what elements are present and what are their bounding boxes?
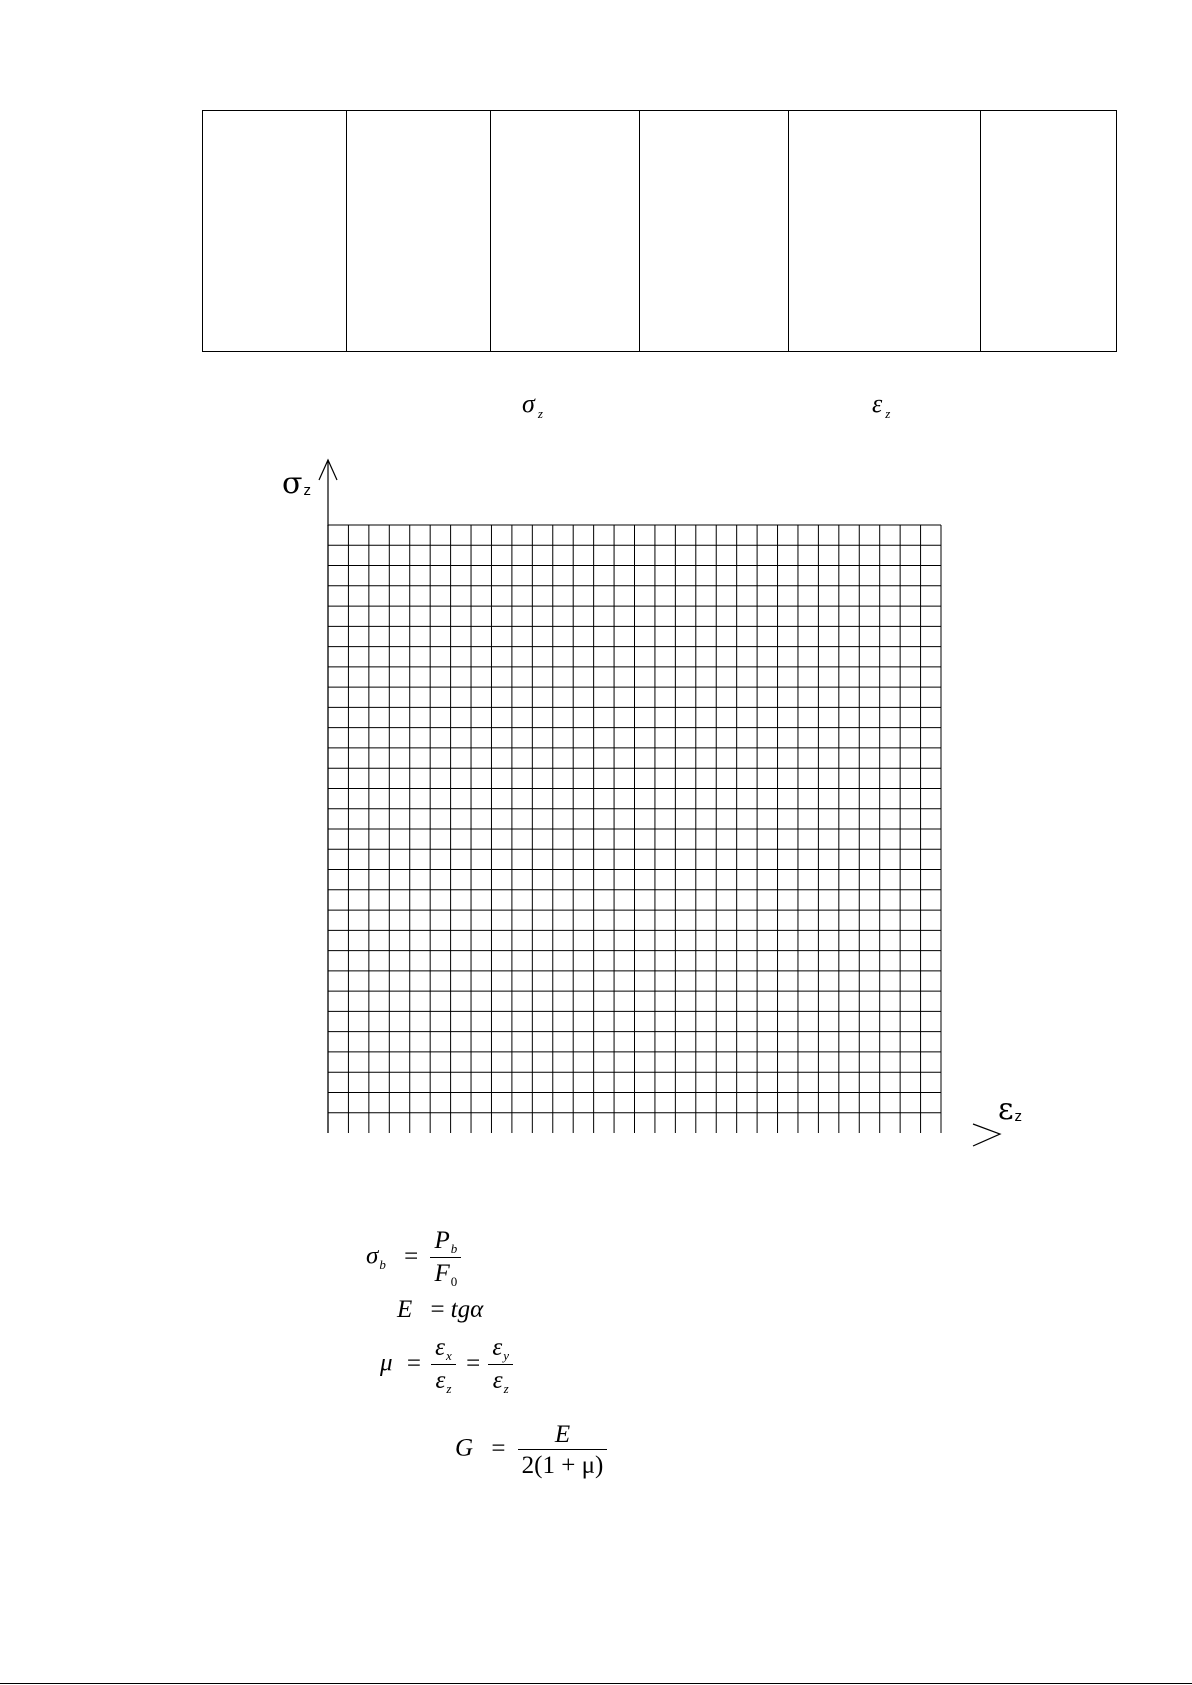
equals-sign: = (404, 1242, 419, 1270)
fraction-numerator (430, 1228, 461, 1258)
fraction-denominator (430, 1258, 461, 1288)
equals-sign: = (430, 1296, 445, 1323)
x-axis-label-base: ε (998, 1092, 1014, 1127)
y-axis-label (282, 466, 311, 501)
y-axis (319, 460, 337, 526)
denominator-sub: 0 (450, 1274, 458, 1289)
fraction-numerator (488, 1335, 513, 1365)
fraction-denominator (518, 1450, 608, 1478)
x-axis (973, 1124, 1000, 1146)
denominator-symbol: ε (492, 1367, 503, 1394)
page-bottom-rule (0, 1683, 1192, 1684)
denominator-expression: 2(1 + μ) (521, 1452, 604, 1479)
formula-lhs-sub: b (379, 1256, 386, 1272)
formula-lhs: G (455, 1434, 474, 1462)
x-axis-arrowhead-icon (973, 1124, 1000, 1146)
fraction-numerator (431, 1335, 456, 1365)
formula-youngs-modulus (397, 1297, 483, 1322)
formula-rhs: tgα (450, 1296, 484, 1323)
equals-sign: = (491, 1434, 506, 1462)
y-axis-label-sub: z (303, 482, 311, 499)
numerator-sub: x (446, 1348, 452, 1363)
strain-symbol-sub: z (885, 406, 891, 421)
formula-lhs: μ (380, 1349, 393, 1377)
strain-symbol-base: ε (872, 389, 883, 418)
y-axis-label-base: σ (282, 466, 303, 501)
fraction-denominator (488, 1365, 513, 1395)
chart-grid (328, 525, 941, 1133)
formula-fraction (488, 1335, 513, 1395)
fraction-numerator (518, 1422, 608, 1450)
stress-symbol-base: σ (522, 389, 535, 418)
denominator-sub: z (446, 1381, 452, 1396)
equals-sign: = (406, 1349, 421, 1377)
formula-shear-modulus (455, 1422, 607, 1478)
formula-ultimate-strength (366, 1228, 461, 1288)
denominator-sub: z (503, 1381, 509, 1396)
formula-lhs: σ (366, 1242, 379, 1270)
formula-lhs: E (397, 1296, 413, 1323)
denominator-symbol: ε (435, 1367, 446, 1394)
formula-fraction (431, 1335, 456, 1395)
x-axis-label-sub: z (1014, 1108, 1023, 1125)
numerator-symbol: ε (492, 1334, 503, 1361)
numerator-symbol: P (434, 1227, 450, 1254)
numerator-symbol: ε (435, 1334, 446, 1361)
numerator-sub: b (450, 1241, 458, 1256)
numerator-symbol: E (554, 1421, 571, 1448)
formula-fraction (518, 1422, 608, 1478)
formula-fraction (430, 1228, 461, 1288)
formula-poisson-ratio (380, 1335, 513, 1395)
equals-sign: = (466, 1349, 481, 1377)
stress-symbol-sub: z (537, 406, 543, 421)
fraction-denominator (431, 1365, 456, 1395)
numerator-sub: y (503, 1348, 510, 1363)
denominator-symbol: F (434, 1260, 450, 1287)
x-axis-label (998, 1092, 1023, 1127)
